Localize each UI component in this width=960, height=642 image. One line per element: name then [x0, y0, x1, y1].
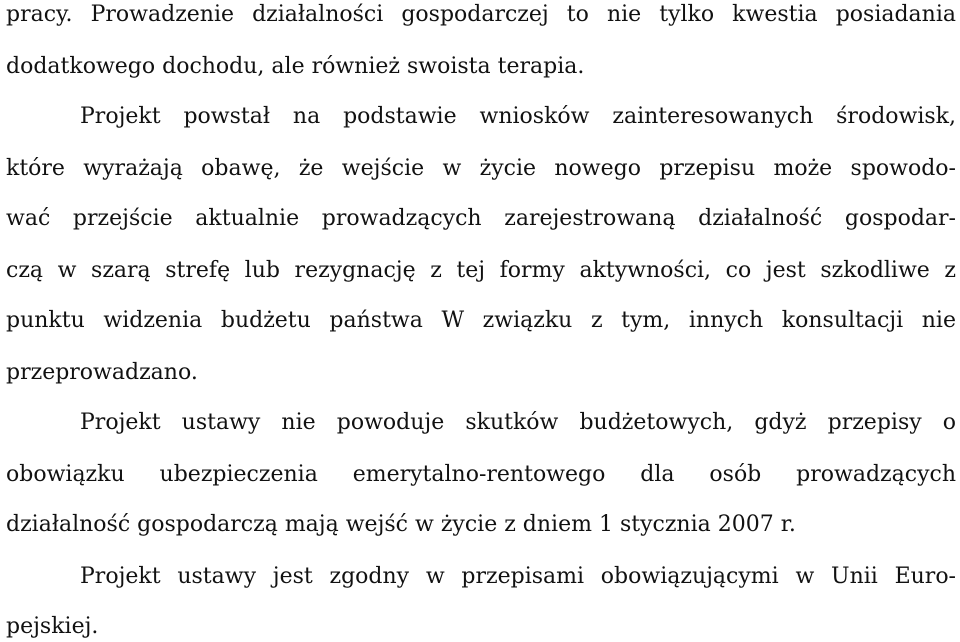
text-line: Projekt powstał na podstawie wniosków zainteresowanych środowisk, — [80, 104, 956, 129]
text-line: działalność gospodarczą mają wejść w życie z dniem 1 stycznia 2007 r. — [6, 512, 796, 537]
text-line: punktu widzenia budżetu państwa W związku z tym, innych konsultacji nie — [6, 308, 956, 333]
text-line: dodatkowego dochodu, ale również swoista terapia. — [6, 54, 585, 79]
text-line: przeprowadzano. — [6, 360, 198, 385]
text-line: czą w szarą strefę lub rezygnację z tej formy aktywności, co jest szkodliwe z — [6, 258, 956, 283]
text-line: pracy. Prowadzenie działalności gospodarczej to nie tylko kwestia posiadania — [6, 2, 956, 27]
text-line: Projekt ustawy nie powoduje skutków budżetowych, gdyż przepisy o — [80, 410, 956, 435]
text-line: które wyrażają obawę, że wejście w życie nowego przepisu może spowodo- — [6, 156, 956, 181]
text-line: wać przejście aktualnie prowadzących zarejestrowaną działalność gospodar- — [6, 206, 956, 231]
text-line: pejskiej. — [6, 614, 99, 639]
text-line: Projekt ustawy jest zgodny w przepisami obowiązującymi w Unii Euro- — [80, 564, 956, 589]
text-line: obowiązku ubezpieczenia emerytalno-rentowego dla osób prowadzących — [6, 462, 956, 487]
